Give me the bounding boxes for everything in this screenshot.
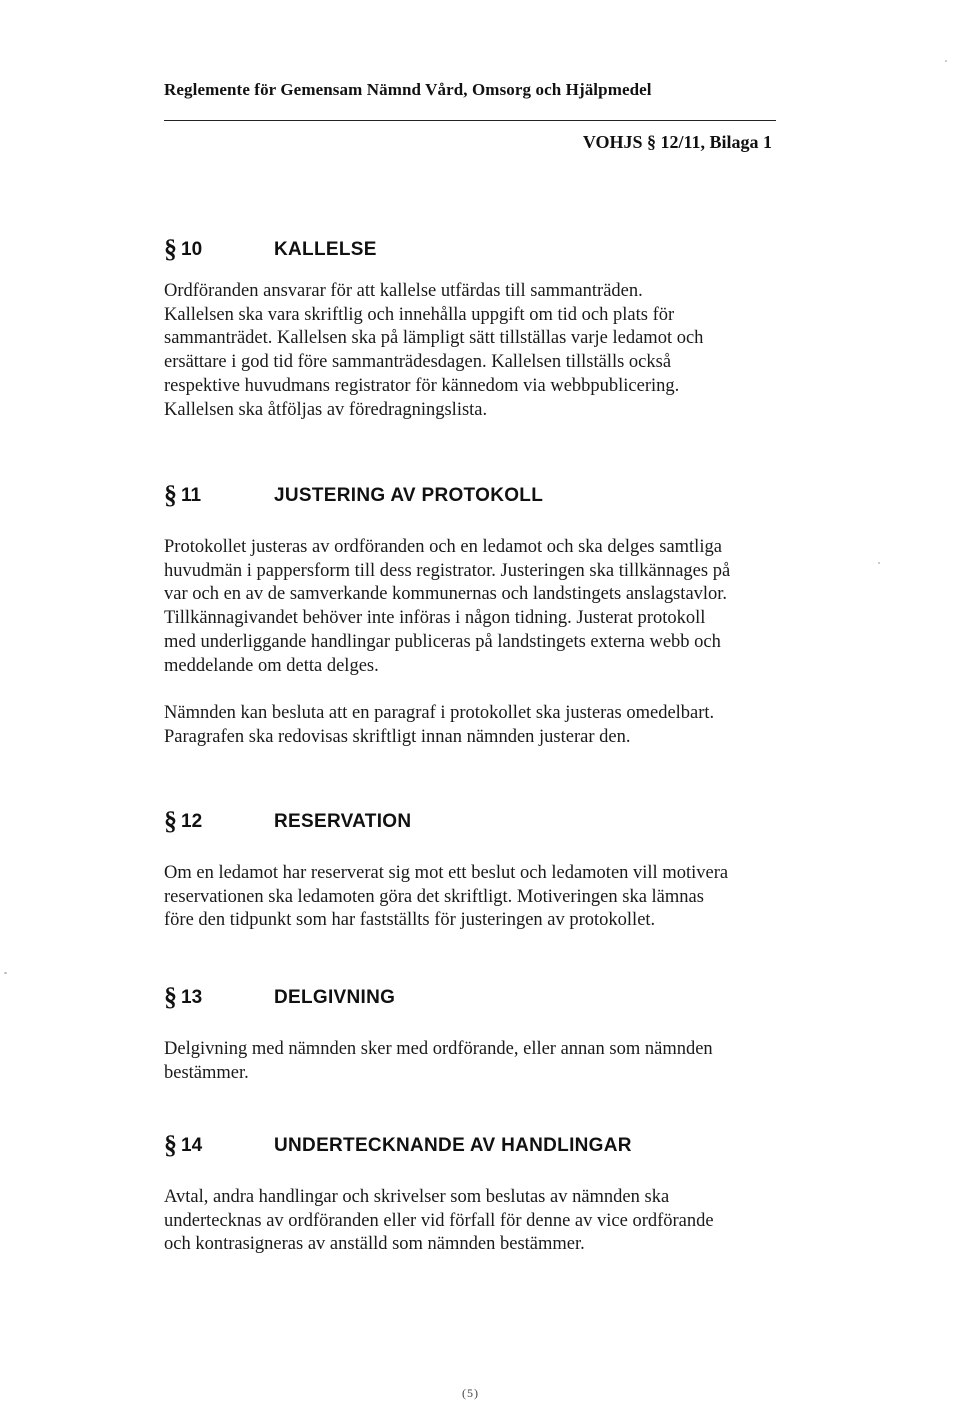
scan-speck xyxy=(878,562,880,564)
text-line: Paragrafen ska redovisas skriftligt innan nämnden justerar den. xyxy=(164,726,631,747)
header-divider xyxy=(164,120,776,121)
section-paragraph xyxy=(164,1038,784,1085)
section-number xyxy=(164,1128,274,1158)
section-14 xyxy=(164,1128,784,1257)
section-paragraph xyxy=(164,702,784,749)
section-heading xyxy=(164,478,784,509)
text-line: sammanträdet. Kallelsen ska på lämpligt sätt tillställas varje ledamot och xyxy=(164,328,704,349)
text-line: reservationen ska ledamoten göra det skriftligt. Motiveringen ska lämnas xyxy=(164,886,704,907)
section-12 xyxy=(164,804,784,933)
text-line: ersättare i god tid före sammanträdesdagen. Kallelsen tillställs också xyxy=(164,352,672,373)
section-number xyxy=(164,478,274,508)
text-line: och kontrasigneras av anställd som nämnden bestämmer. xyxy=(164,1234,585,1255)
section-heading xyxy=(164,804,784,835)
section-title: KALLELSE xyxy=(274,239,377,260)
section-heading xyxy=(164,980,784,1011)
section-title: DELGIVNING xyxy=(274,987,396,1008)
section-heading xyxy=(164,232,784,263)
scan-speck xyxy=(945,60,947,62)
section-paragraph xyxy=(164,862,784,933)
section-number-value: 12 xyxy=(181,811,203,832)
text-line: Tillkännagivandet behöver inte införas i någon tidning. Justerat protokoll xyxy=(164,608,706,629)
text-line: Ordföranden ansvarar för att kallelse utfärdas till sammanträden. xyxy=(164,281,643,301)
section-symbol: § xyxy=(164,234,177,263)
section-paragraph xyxy=(164,280,784,422)
page-number-mark: (5) xyxy=(462,1386,479,1400)
section-title: RESERVATION xyxy=(274,811,412,832)
section-paragraph xyxy=(164,536,784,678)
section-number xyxy=(164,980,274,1010)
section-symbol: § xyxy=(164,806,177,835)
section-title: JUSTERING AV PROTOKOLL xyxy=(274,485,544,506)
text-line: meddelande om detta delges. xyxy=(164,655,379,676)
section-number-value: 14 xyxy=(181,1135,203,1156)
section-symbol: § xyxy=(164,982,177,1011)
text-line: Protokollet justeras av ordföranden och en ledamot och ska delges samtliga xyxy=(164,537,722,557)
text-line: Avtal, andra handlingar och skrivelser som beslutas av nämnden ska xyxy=(164,1187,670,1207)
text-line: Nämnden kan besluta att en paragraf i protokollet ska justeras omedelbart. xyxy=(164,703,715,724)
text-line: Om en ledamot har reserverat sig mot ett beslut och ledamoten vill motivera xyxy=(164,863,729,883)
text-line: var och en av de samverkande kommunernas och landstingets anslagstavlor. xyxy=(164,584,728,605)
section-heading xyxy=(164,1128,784,1159)
text-line: före den tidpunkt som har fastställts för justeringen av protokollet. xyxy=(164,910,656,931)
text-line: med underliggande handlingar publiceras på landstingets externa webb och xyxy=(164,631,721,652)
scan-speck xyxy=(4,972,7,974)
text-line: Kallelsen ska vara skriftlig och innehålla uppgift om tid och plats för xyxy=(164,304,675,325)
text-line: huvudmän i pappersform till dess registrator. Justeringen ska tillkännages på xyxy=(164,560,731,581)
section-number-value: 11 xyxy=(181,485,202,506)
text-line: respektive huvudmans registrator för kännedom via webbpublicering. xyxy=(164,375,680,396)
section-number xyxy=(164,232,274,262)
section-number-value: 13 xyxy=(181,987,203,1008)
section-number xyxy=(164,804,274,834)
section-title: UNDERTECKNANDE AV HANDLINGAR xyxy=(274,1135,632,1156)
section-symbol: § xyxy=(164,1130,177,1159)
section-symbol: § xyxy=(164,480,177,509)
document-header-title: Reglemente för Gemensam Nämnd Vård, Omsorg och Hjälpmedel xyxy=(164,80,652,99)
section-number-value: 10 xyxy=(181,239,203,260)
section-13 xyxy=(164,980,784,1085)
text-line: Delgivning med nämnden sker med ordförande, eller annan som nämnden xyxy=(164,1039,713,1059)
section-paragraph xyxy=(164,1186,784,1257)
text-line: bestämmer. xyxy=(164,1062,249,1083)
section-10 xyxy=(164,232,784,422)
text-line: undertecknas av ordföranden eller vid förfall för denne av vice ordförande xyxy=(164,1210,714,1231)
section-11 xyxy=(164,478,784,750)
text-line: Kallelsen ska åtföljas av föredragningslista. xyxy=(164,399,488,420)
document-reference: VOHJS § 12/11, Bilaga 1 xyxy=(582,132,772,152)
